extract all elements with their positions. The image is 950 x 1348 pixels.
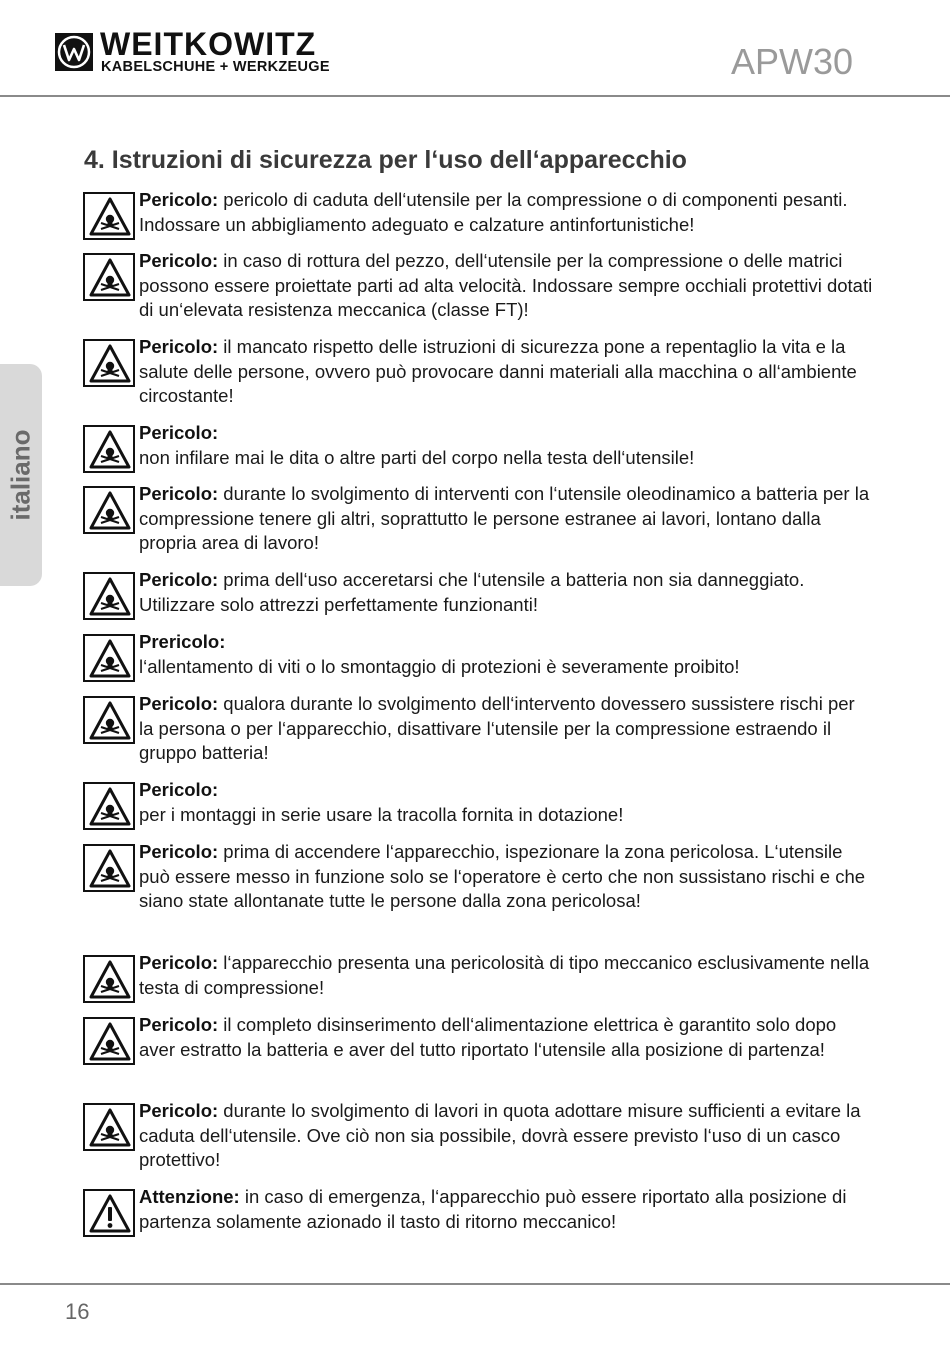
safety-item-body: durante lo svolgimento di lavori in quota adottare misure sufficienti a evitare la caduta dell‘utensile. Ove ciò non sia possibile, dovrà essere previsto l‘uso di un casco protettivo!	[139, 1100, 861, 1170]
safety-item-body: per i montaggi in serie usare la tracolla fornita in dotazione!	[139, 803, 624, 825]
danger-icon	[83, 634, 135, 682]
danger-icon	[83, 572, 135, 620]
safety-item-text	[139, 421, 874, 470]
danger-icon	[83, 339, 135, 387]
safety-item-label: Pericolo:	[139, 336, 219, 357]
safety-item-body: pericolo di caduta dell‘utensile per la compressione o di componenti pesanti. Indossare un abbigliamento adeguato e calzature antinfortunistiche!	[139, 189, 848, 235]
danger-icon	[83, 844, 135, 892]
safety-item-body: prima dell‘uso acceretarsi che l‘utensile a batteria non sia danneggiato. Utilizzare solo attrezzi perfettamente funzionanti!	[139, 569, 805, 615]
safety-item-label: Prericolo:	[139, 631, 226, 652]
safety-item-label: Pericolo:	[139, 569, 219, 590]
safety-item-label: Pericolo:	[139, 841, 219, 862]
safety-item-text	[139, 1013, 874, 1062]
safety-item-text	[139, 630, 874, 679]
safety-item-body: prima di accendere l‘apparecchio, ispezionare la zona pericolosa. L‘utensile può essere messo in funzione solo se l‘operatore è certo che non sussistano rischi e che siano state allontanate tutte le persone dalla zona pericolosa!	[139, 841, 866, 911]
safety-item-text	[139, 1099, 874, 1173]
safety-item-text	[139, 568, 874, 617]
brand-logo-icon	[55, 33, 93, 71]
safety-item-label: Pericolo:	[139, 952, 219, 973]
safety-item-body: l‘allentamento di viti o lo smontaggio di protezioni è severamente proibito!	[139, 655, 740, 677]
safety-item-label: Attenzione:	[139, 1186, 240, 1207]
safety-item-text	[139, 335, 874, 409]
safety-item-body: il completo disinserimento dell‘alimentazione elettrica è garantito solo dopo aver estratto la batteria e aver del tutto riportato l‘utensile alla posizione di partenza!	[139, 1014, 837, 1060]
safety-item-body: in caso di rottura del pezzo, dell‘utensile per la compressione o delle matrici possono essere proiettate parti ad alta velocità. Indossare sempre occhiali protettivi dotati di un‘elevata resistenza meccanica (classe FT)!	[139, 250, 873, 320]
safety-item-body: qualora durante lo svolgimento dell‘intervento dovessero sussistere rischi per la persona o per l‘apparecchio, disattivare l‘utensile per la compressione estraendo il gruppo batteria!	[139, 693, 855, 763]
section-title: 4. Istruzioni di sicurezza per l‘uso dell‘apparecchio	[84, 146, 687, 174]
safety-item-body: il mancato rispetto delle istruzioni di sicurezza pone a repentaglio la vita e la salute delle persone, ovvero può provocare danni materiali alla macchina o all‘ambiente circostante!	[139, 336, 857, 406]
safety-item-text	[139, 840, 874, 914]
header-divider	[0, 95, 950, 97]
page-header	[0, 0, 950, 96]
safety-item-label: Pericolo:	[139, 1100, 219, 1121]
danger-icon	[83, 696, 135, 744]
danger-icon	[83, 782, 135, 830]
danger-icon	[83, 425, 135, 473]
danger-icon	[83, 486, 135, 534]
danger-icon	[83, 1103, 135, 1151]
danger-icon	[83, 253, 135, 301]
danger-icon	[83, 192, 135, 240]
safety-item-body: durante lo svolgimento di interventi con l‘utensile oleodinamico a batteria per la compressione tenere gli altri, soprattutto le persone estranee ai lavori, lontano dalla propria area di lavoro!	[139, 483, 870, 553]
safety-item-body: non infilare mai le dita o altre parti del corpo nella testa dell‘utensile!	[139, 446, 695, 468]
safety-item-label: Pericolo:	[139, 693, 219, 714]
safety-item-label: Pericolo:	[139, 1014, 219, 1035]
safety-item-text	[139, 1185, 874, 1234]
brand-subtitle: KABELSCHUHE + WERKZEUGE	[101, 59, 330, 75]
safety-item-label: Pericolo:	[139, 422, 219, 443]
safety-item-text	[139, 951, 874, 1000]
safety-item-body: l‘apparecchio presenta una pericolosità di tipo meccanico esclusivamente nella testa di compressione!	[139, 952, 870, 998]
safety-item-text	[139, 778, 874, 827]
footer-divider	[0, 1283, 950, 1285]
safety-item-text	[139, 188, 874, 237]
page-number: 16	[65, 1299, 90, 1324]
safety-item-body: in caso di emergenza, l‘apparecchio può essere riportato alla posizione di partenza solamente azionado il tasto di ritorno meccanico!	[139, 1186, 847, 1232]
safety-item-label: Pericolo:	[139, 250, 219, 271]
safety-item-label: Pericolo:	[139, 189, 219, 210]
brand-name: WEITKOWITZ	[100, 26, 317, 62]
warning-icon	[83, 1189, 135, 1237]
danger-icon	[83, 1017, 135, 1065]
safety-item-text	[139, 482, 874, 556]
safety-item-label: Pericolo:	[139, 779, 219, 800]
safety-item-text	[139, 249, 874, 323]
safety-item-label: Pericolo:	[139, 483, 219, 504]
safety-item-text	[139, 692, 874, 766]
model-name: APW30	[730, 41, 853, 82]
language-tab-label: italiano	[5, 429, 36, 521]
danger-icon	[83, 955, 135, 1003]
